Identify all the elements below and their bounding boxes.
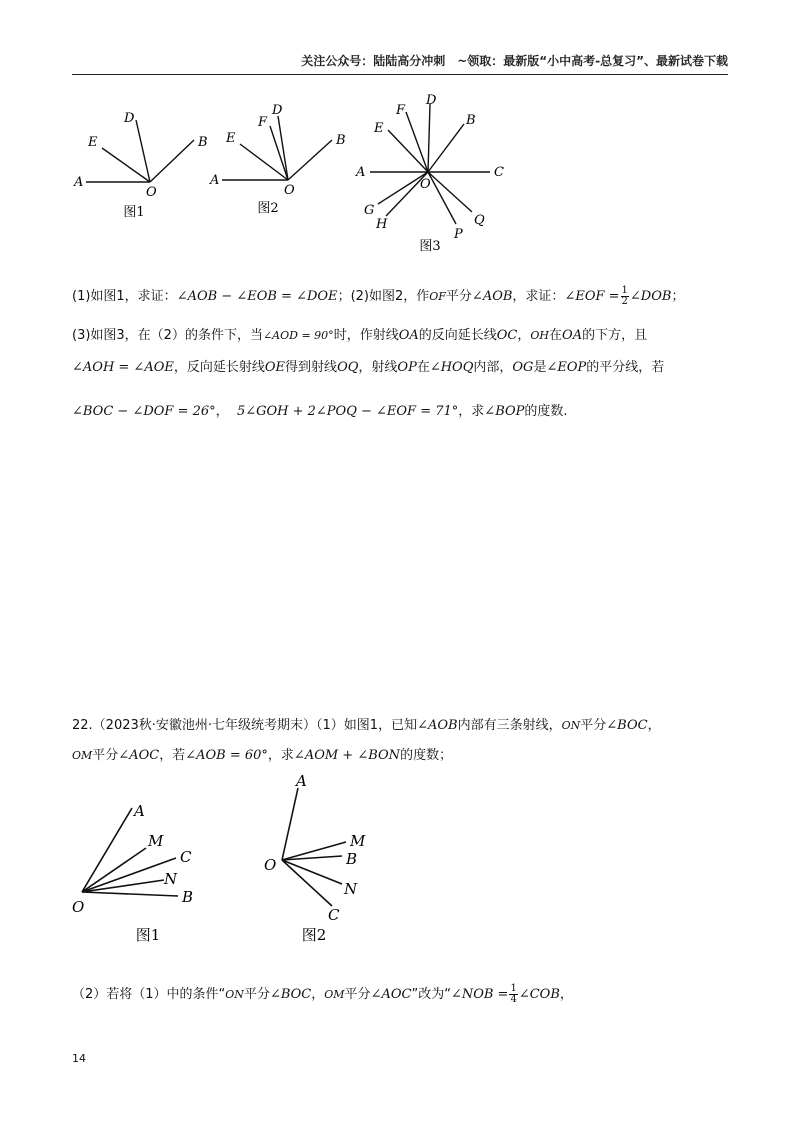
text: 的度数. [524,404,568,419]
label-O: O [72,898,85,916]
label-O: O [284,183,295,198]
math: ∠EOF = [564,289,620,304]
text: ， [517,328,531,343]
math: ∠AOC [370,987,412,1002]
math: ∠EOP [546,360,587,375]
label-A: A [296,772,307,790]
figure-3-top [352,92,522,258]
math: OF [429,290,446,303]
label-E: E [226,131,236,146]
q22-line2 [72,746,732,766]
text: 平分 [92,748,119,763]
math: OM [324,988,345,1001]
label-G: G [364,203,375,218]
numerator: 1 [510,983,517,994]
label-N: N [164,870,178,888]
label-B: B [198,135,208,150]
math: ∠AOB − ∠EOB = ∠DOE [176,289,338,304]
text: 22.（2023秋·安徽池州·七年级统考期末）（1）如图1，已知 [72,718,418,733]
math: 5∠GOH + 2∠POQ − ∠EOF = 71° [236,404,459,419]
q21-part3-line1 [72,326,732,346]
text: 得到射线 [285,360,338,375]
math: ∠AOD = 90° [262,329,334,342]
text: 的度数； [400,748,453,763]
q22-figure-1 [66,796,226,948]
text: ，射线 [358,360,398,375]
math: ∠BOC [606,718,648,733]
math: OC [496,328,518,343]
text: 的下方，且 [582,328,648,343]
math: OM [72,749,93,762]
text: ， [311,987,325,1002]
math: OA [562,328,583,343]
text: 在 [416,360,430,375]
math: ∠BOC [269,987,312,1002]
label-E: E [374,121,384,136]
text: 平分 [344,987,371,1002]
math: ∠BOC − ∠DOF = 26° [72,404,216,419]
text: ，若 [159,748,186,763]
text: （2）若将（1）中的条件“ [72,987,226,1002]
math: OH [530,329,550,342]
figure-caption: 图1 [135,926,161,944]
q22-figure-2 [258,772,378,948]
text: 在 [549,328,563,343]
figure-2-top-svg [208,100,358,224]
label-B: B [466,113,476,128]
label-C: C [180,848,192,866]
label-D: D [124,111,135,126]
text: 是 [533,360,547,375]
math: ∠BOP [484,404,525,419]
text: ， [215,404,229,419]
text: 平分 [580,718,607,733]
label-M: M [148,832,164,850]
text: ，求证： [512,289,565,304]
figure-3-top-svg [352,92,522,258]
q22-line1 [72,716,732,736]
text: 时，作射线 [333,328,399,343]
math: ON [225,988,244,1001]
label-O: O [264,856,277,874]
label-B: B [336,133,346,148]
text: ；(2)如图2，作 [337,289,430,304]
math: ∠AOM + ∠BON [293,748,401,763]
figure-caption: 图3 [419,239,441,254]
figure-1-top-svg [72,104,222,224]
label-F: F [396,103,406,118]
text: 的平分线，若 [586,360,665,375]
math: OE [264,360,286,375]
page-number: 14 [72,1052,86,1065]
label-M: M [350,832,366,850]
text: ， [647,718,661,733]
text: 平分 [445,289,472,304]
figure-caption: 图1 [123,205,145,220]
page-header: 关注公众号：陆陆高分冲刺 ~领取：最新版“小中高考-总复习”、最新试卷下载 [72,52,728,75]
label-C: C [328,906,340,924]
math: ∠AOB = 60° [185,748,268,763]
label-P: P [454,227,463,242]
label-E: E [88,135,98,150]
q21-part3-line3 [72,402,732,422]
math: ∠AOB [471,289,513,304]
label-N: N [344,880,358,898]
fraction [621,286,629,307]
denominator: 4 [510,994,517,1005]
math: OQ [337,360,359,375]
label-C: C [494,165,504,180]
math: ∠DOB [629,289,672,304]
fraction [509,984,517,1005]
q22-line3 [72,984,732,1005]
text: ， [559,987,573,1002]
text: (3)如图3，在（2）的条件下，当 [72,328,263,343]
text: 的反向延长线 [418,328,497,343]
math: OP [397,360,417,375]
label-H: H [376,217,388,232]
label-A: A [210,173,220,188]
math: ON [561,719,581,732]
label-F: F [258,115,268,130]
q22-figure-2-svg [258,772,378,948]
denominator: 2 [621,296,628,307]
math: ∠AOH = ∠AOE [72,360,174,375]
figure-caption: 图2 [257,201,279,216]
math: ∠AOC [118,748,160,763]
q21-part1-line [72,286,732,307]
math: ∠AOB [417,718,458,733]
figure-caption: 图2 [301,926,327,944]
text: ，反向延长射线 [173,360,265,375]
q21-part3-line2 [72,358,732,378]
math: ∠NOB = [450,987,509,1002]
text: 平分 [243,987,270,1002]
q22-figure-1-svg [66,796,226,948]
label-D: D [272,103,283,118]
label-O: O [420,177,431,192]
label-Q: Q [474,213,485,228]
label-B: B [346,850,358,868]
figure-2-top [208,100,358,224]
text: (1)如图1，求证： [72,289,177,304]
label-A: A [134,802,145,820]
label-D: D [426,93,437,108]
text: ”改为“ [411,987,451,1002]
label-A: A [356,165,366,180]
label-O: O [146,185,157,200]
text: 内部有三条射线， [457,718,562,733]
math: ∠COB [518,987,560,1002]
math: OG [512,360,534,375]
math: ∠HOQ [429,360,474,375]
figure-1-top [72,104,222,224]
text: ； [671,289,685,304]
math: OA [398,328,419,343]
label-B: B [182,888,194,906]
numerator: 1 [621,285,628,296]
text: ，求 [267,748,294,763]
label-A: A [74,175,84,190]
text: 内部， [473,360,513,375]
text: ，求 [458,404,485,419]
